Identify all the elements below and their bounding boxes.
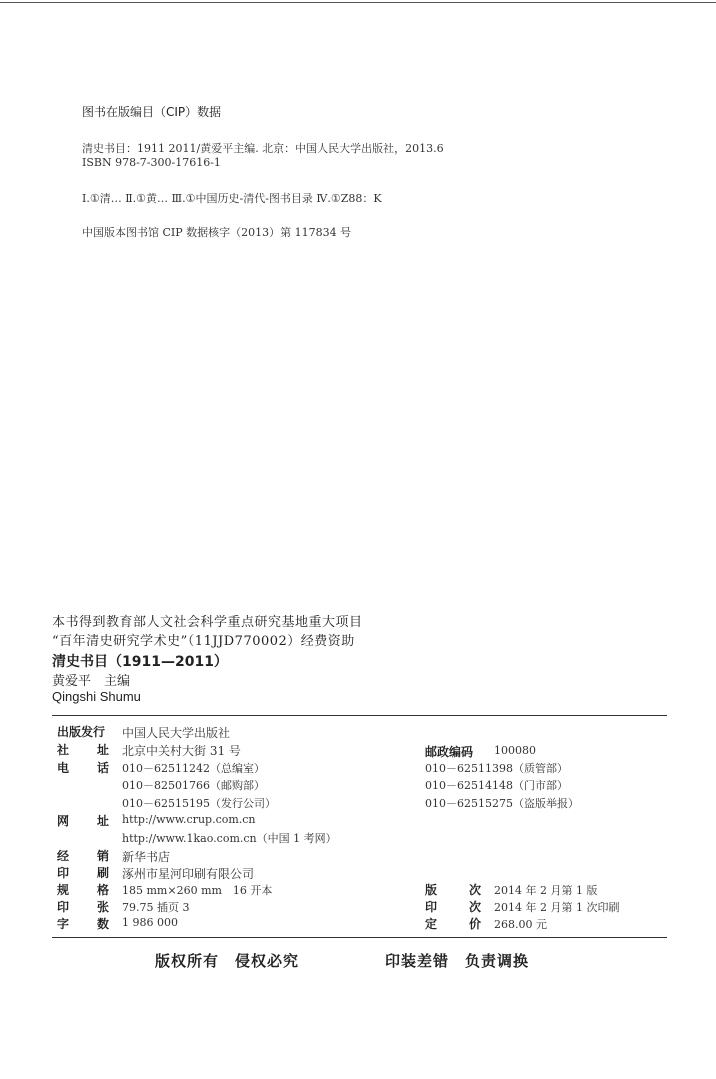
- printer-value: 涿州市星河印刷有限公司: [122, 867, 255, 881]
- book-title: 清史书目（1911—2011）: [52, 654, 228, 670]
- postcode-label: 邮政编码: [425, 745, 474, 759]
- copyright-slogan: 版权所有 侵权必究: [155, 952, 300, 970]
- cip-data-number: 中国版本图书馆 CIP 数据核字（2013）第 117834 号: [82, 226, 352, 239]
- distributor-label: 经 销: [57, 849, 109, 863]
- cip-isbn: ISBN 978-7-300-17616-1: [82, 156, 221, 169]
- word-count-label: 字 数: [57, 917, 109, 931]
- distributor-value: 新华书店: [122, 850, 171, 864]
- postcode-value: 100080: [494, 744, 536, 757]
- edition-label: 版 次: [425, 883, 481, 897]
- sheets-value: 79.75 插页 3: [122, 901, 190, 914]
- cip-classification: Ⅰ.①清… Ⅱ.①黄… Ⅲ.①中国历史-清代-图书目录 Ⅳ.①Z88：K: [82, 192, 382, 205]
- book-editor: 黄爱平 主编: [52, 674, 131, 689]
- format-label: 规 格: [57, 883, 109, 897]
- phone-piracy-report: 010－62515275（盗版举报）: [425, 797, 579, 810]
- phone-distribution: 010－62515195（发行公司）: [122, 797, 276, 810]
- funding-line-1: 本书得到教育部人文社会科学重点研究基地重大项目: [52, 615, 363, 630]
- printing-label: 印 次: [425, 900, 481, 914]
- price-value: 268.00 元: [494, 918, 547, 931]
- format-value: 185 mm×260 mm 16 开本: [122, 884, 273, 897]
- printing-value: 2014 年 2 月第 1 次印刷: [494, 901, 620, 914]
- printer-label: 印 刷: [57, 866, 109, 880]
- address-label: 社 址: [57, 743, 109, 757]
- imprint-bottom-rule: [52, 937, 667, 938]
- phone-editorial: 010－62511242（总编室）: [122, 762, 265, 775]
- phone-quality: 010－62511398（质管部）: [425, 762, 568, 775]
- website-label: 网 址: [57, 814, 109, 828]
- website-crup: http://www.crup.com.cn: [122, 813, 256, 826]
- cip-record-line: 清史书目：1911 2011/黄爱平主编. 北京：中国人民大学出版社，2013.6: [82, 142, 444, 155]
- website-1kao: http://www.1kao.com.cn（中国 1 考网）: [122, 832, 337, 845]
- funding-line-2: “百年清史研究学术史”（11JJD770002）经费资助: [52, 634, 355, 649]
- top-border-line: [0, 2, 716, 3]
- phone-store: 010－62514148（门市部）: [425, 779, 568, 792]
- book-pinyin-title: Qingshi Shumu: [52, 689, 141, 704]
- price-label: 定 价: [425, 917, 481, 931]
- word-count-value: 1 986 000: [122, 916, 178, 929]
- imprint-top-rule: [52, 715, 667, 716]
- address-value: 北京中关村大街 31 号: [122, 744, 241, 758]
- publisher-label: 出版发行: [57, 725, 106, 739]
- phone-mailorder: 010－82501766（邮购部）: [122, 779, 265, 792]
- edition-value: 2014 年 2 月第 1 版: [494, 884, 598, 897]
- sheets-label: 印 张: [57, 900, 109, 914]
- phone-label: 电 话: [57, 761, 109, 775]
- cip-heading: 图书在版编目（CIP）数据: [82, 105, 222, 119]
- publisher-value: 中国人民大学出版社: [122, 726, 231, 740]
- defect-replacement-slogan: 印装差错 负责调换: [385, 952, 530, 970]
